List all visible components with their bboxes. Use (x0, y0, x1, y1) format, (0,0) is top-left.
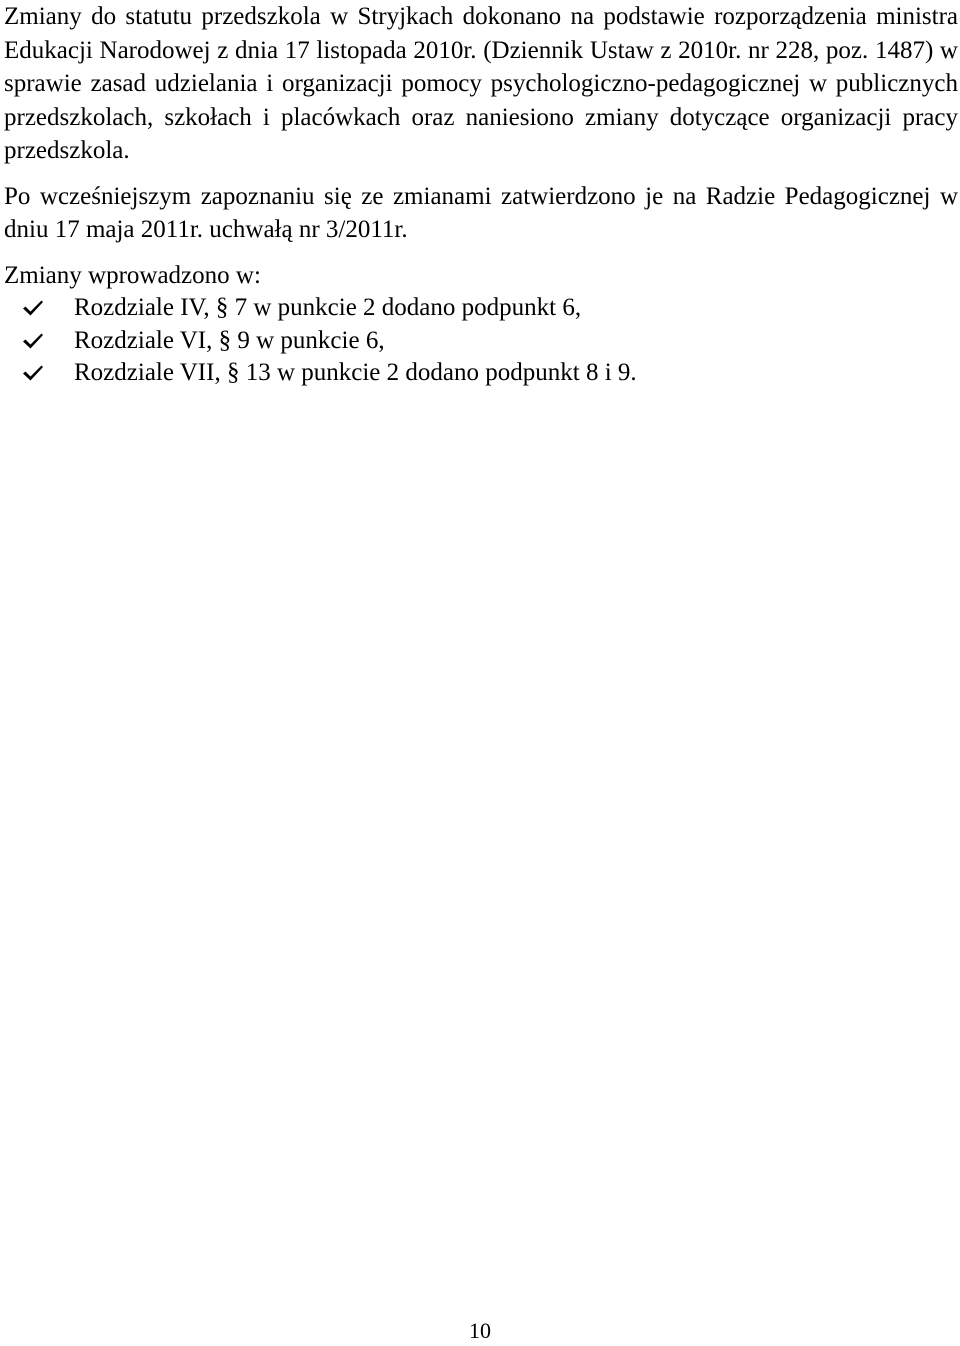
changes-intro: Zmiany wprowadzono w: (4, 261, 261, 289)
paragraph-statute-changes: Zmiany do statutu przedszkola w Stryjkach dokonano na podstawie rozporządzenia ministra Edukacji Narodowej z dnia 17 listopada 2010r. (Dziennik Ustaw z 2010r. nr 228, poz. 1487) w sprawie zasad udzielania i organizacji pomocy psychologiczno-pedagogicznej w publicznych przedszkolach, szkołach i placówkach oraz naniesiono zmiany dotyczące organizacji pracy przedszkola. (4, 3, 958, 164)
checkmark-icon (22, 299, 44, 317)
list-item-text: Rozdziale VII, § 13 w punkcie 2 dodano podpunkt 8 i 9. (74, 359, 637, 386)
changes-list (4, 292, 958, 390)
list-item (4, 292, 958, 325)
paragraph-approval: Po wcześniejszym zapoznaniu się ze zmianami zatwierdzono je na Radzie Pedagogicznej w dniu 17 maja 2011r. uchwałą nr 3/2011r. (4, 182, 958, 243)
checkmark-icon (22, 332, 44, 350)
list-item-text: Rozdziale VI, § 9 w punkcie 6, (74, 326, 385, 354)
list-item (4, 357, 958, 390)
list-item-text: Rozdziale IV, § 7 w punkcie 2 dodano podpunkt 6, (74, 294, 582, 321)
document-page (4, 0, 958, 390)
checkmark-icon (22, 364, 44, 382)
list-item (4, 325, 958, 358)
page-number: 10 (469, 1318, 491, 1343)
